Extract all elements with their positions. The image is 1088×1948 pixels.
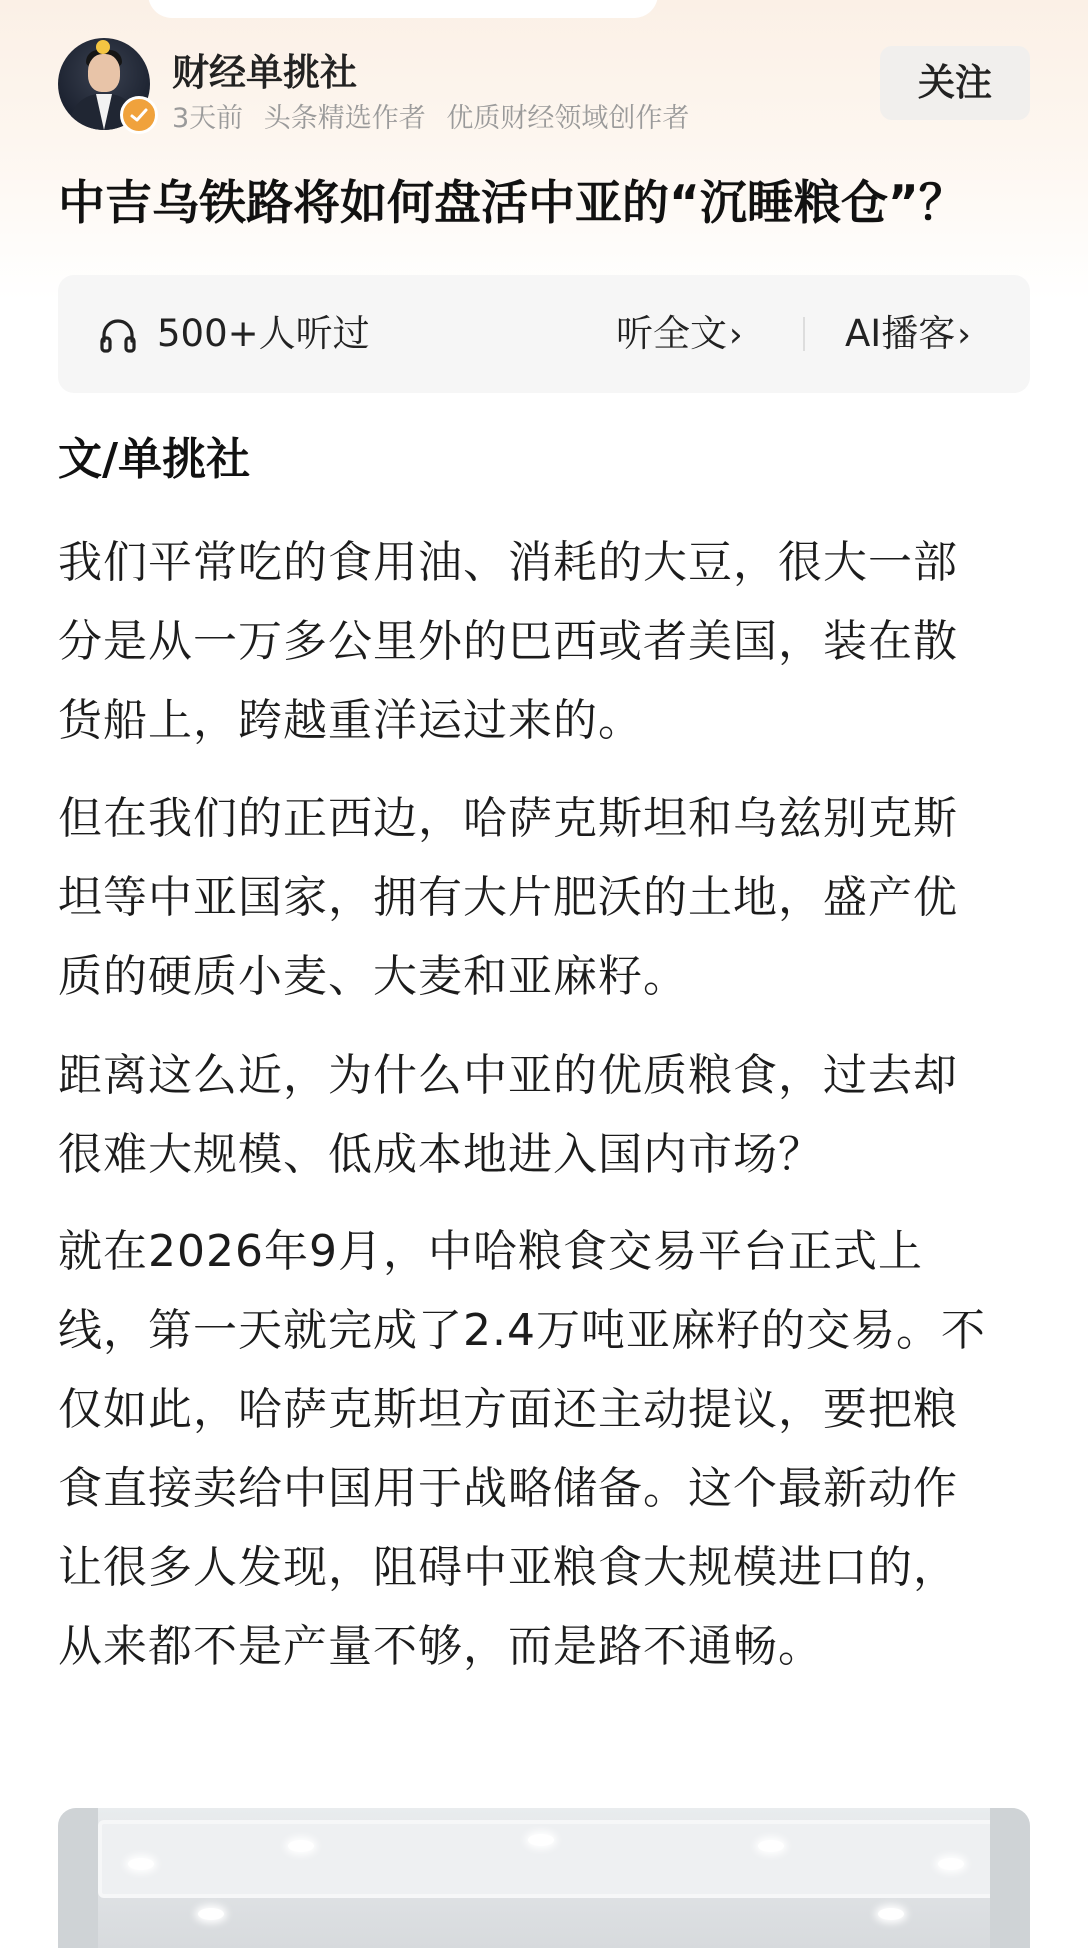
- ai-podcast-button[interactable]: [845, 309, 971, 360]
- audio-bar: [58, 275, 1030, 393]
- verified-badge-icon: [120, 96, 158, 134]
- article-paragraph: 距离这么近，为什么中亚的优质粮食，过去却很难大规模、低成本地进入国内市场？: [58, 1050, 958, 1180]
- image-light: [758, 1840, 784, 1852]
- article-image[interactable]: [58, 1808, 1030, 1948]
- author-meta: [172, 96, 701, 135]
- listen-count: 500+人听过: [157, 312, 370, 355]
- image-pillar: [58, 1808, 98, 1948]
- image-light: [528, 1834, 554, 1846]
- lightbulb-icon: [96, 40, 110, 54]
- headphones-icon: [98, 315, 138, 355]
- image-light: [938, 1858, 964, 1870]
- author-row: [58, 38, 1030, 134]
- article-byline: 文/单挑社: [58, 434, 251, 485]
- image-ceiling: [98, 1820, 998, 1898]
- chevron-right-icon: ›: [957, 315, 971, 355]
- image-light: [288, 1840, 314, 1852]
- article-paragraph: 我们平常吃的食用油、消耗的大豆，很大一部分是从一万多公里外的巴西或者美国，装在散货船上，跨越重洋运过来的。: [58, 537, 958, 746]
- search-bar-remnant: [148, 0, 658, 18]
- article-paragraph: 就在2026年9月，中哈粮食交易平台正式上线，第一天就完成了2.4万吨亚麻籽的交易。不仅如此，哈萨克斯坦方面还主动提议，要把粮食直接卖给中国用于战略储备。这个最新动作让很多人发现，阻碍中亚粮食大规模进口的，从来都不是产量不够，而是路不通畅。: [58, 1226, 986, 1672]
- author-name[interactable]: 财经单挑社: [172, 51, 357, 94]
- chevron-right-icon: ›: [729, 315, 743, 355]
- image-light: [128, 1858, 154, 1870]
- article-paragraph: 但在我们的正西边，哈萨克斯坦和乌兹别克斯坦等中亚国家，拥有大片肥沃的土地，盛产优质的硬质小麦、大麦和亚麻籽。: [58, 793, 958, 1002]
- article-title: 中吉乌铁路将如何盘活中亚的“沉睡粮仓”？: [58, 176, 966, 231]
- ai-podcast-label: AI播客: [845, 312, 956, 355]
- listen-full-button[interactable]: [616, 309, 743, 360]
- follow-button[interactable]: 关注: [880, 46, 1030, 120]
- avatar-head: [88, 54, 120, 92]
- image-light: [878, 1908, 904, 1920]
- audio-divider: [803, 317, 805, 351]
- image-light: [198, 1908, 224, 1920]
- listen-full-label: 听全文: [616, 312, 727, 355]
- author-badge-selected: 头条精选作者: [263, 103, 426, 134]
- post-time: 3天前: [172, 103, 244, 134]
- author-badge-quality: 优质财经领域创作者: [446, 103, 690, 134]
- image-pillar: [990, 1808, 1030, 1948]
